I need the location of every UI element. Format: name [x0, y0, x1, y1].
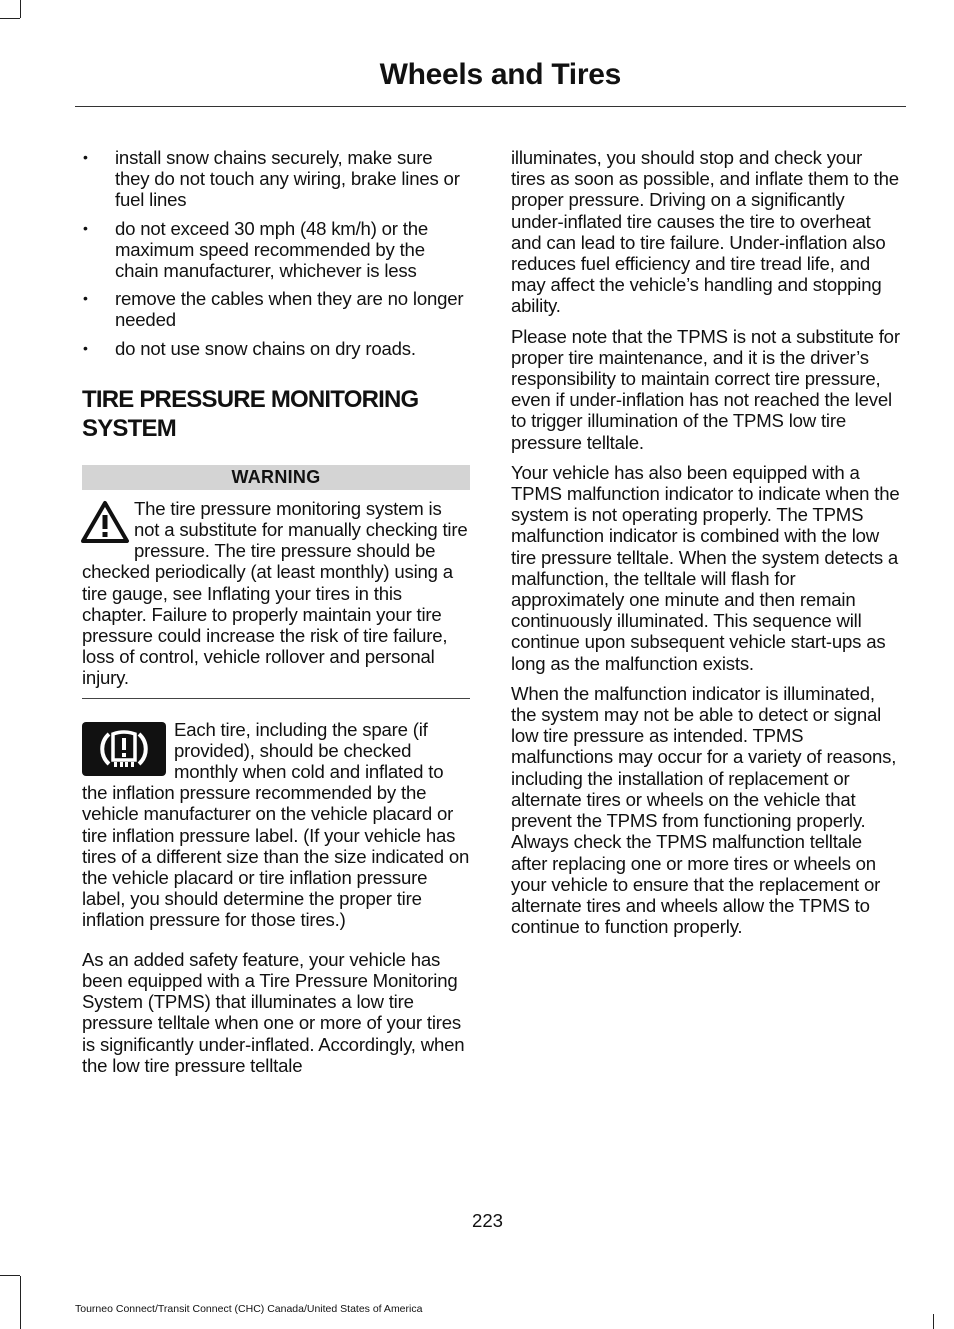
tpms-note-text: Each tire, including the spare (if provided), should be checked monthly when cold and inflated to the inflation pressure recommended by the vehicle manufacturer on the vehicle placard or tire inflation pressure label. (If your vehicle has tires of a different size than the size indicated on the vehicle placard or tire inflation pressure label, you should determine the proper tire inflation pressure for those tires.) — [82, 718, 470, 931]
body-paragraph: As an added safety feature, your vehicle has been equipped with a Tire Pressure Monitoring System (TPMS) that illuminates a low tire pressure telltale when one or more of your tires is significantly under-inflated. Accordingly, when the low tire pressure telltale — [82, 948, 465, 1076]
page-title: Wheels and Tires — [379, 58, 621, 91]
footer-text: Tourneo Connect/Transit Connect (CHC) Canada/United States of America — [75, 1303, 423, 1315]
crop-mark — [20, 1276, 21, 1329]
left-column — [82, 147, 470, 1085]
warning-box — [82, 498, 470, 689]
body-paragraph: Please note that the TPMS is not a substitute for proper tire maintenance, and it is the driver’s responsibility to maintain correct tire pressure, even if under-inflation has not reached the level to trigger illumination of the TPMS low tire pressure telltale. — [511, 325, 900, 453]
section-heading: TIRE PRESSURE MONITORING SYSTEM — [82, 385, 419, 442]
page-number: 223 — [472, 1210, 504, 1231]
crop-mark — [0, 18, 20, 19]
list-item: • do not use snow chains on dry roads. — [82, 338, 470, 359]
crop-mark — [0, 1275, 20, 1276]
warning-label: WARNING — [82, 465, 470, 490]
header-rule — [75, 106, 906, 107]
body-paragraph: illuminates, you should stop and check your tires as soon as possible, and inflate them to the proper pressure. Driving on a significantly under-inflated tire causes the tire to overheat and can lead to tire failure. Under-inflation also reduces fuel efficiency and tire tread life, and may affect the vehicle’s handling and stopping ability. — [511, 147, 899, 317]
list-item: • remove the cables when they are no longer needed — [82, 288, 470, 330]
tpms-telltale-icon — [82, 722, 166, 776]
list-item: • do not exceed 30 mph (48 km/h) or the maximum speed recommended by the chain manufacturer, whichever is less — [82, 218, 470, 282]
warning-triangle-icon — [80, 500, 130, 544]
warning-text: The tire pressure monitoring system is not a substitute for manually checking tire pressure. The tire pressure should be checked periodically (at least monthly) using a tire gauge, see Inflating your tires in this chapter. Failure to properly maintain your tire pressure could increase the risk of tire failure, loss of control, vehicle rollover and personal injury. — [82, 497, 468, 689]
crop-mark — [20, 0, 21, 18]
divider — [82, 698, 470, 699]
body-paragraph: Your vehicle has also been equipped with a TPMS malfunction indicator to indicate when the system is not operating properly. The TPMS malfunction indicator is combined with the low tire pressure telltale. When the system detects a malfunction, the telltale will flash for approximately one minute and then remain continuously illuminated. This sequence will continue upon subsequent vehicle start-ups as long as the malfunction exists. — [511, 461, 900, 674]
body-paragraph: When the malfunction indicator is illuminated, the system may not be able to detect or signal low tire pressure as intended. TPMS malfunctions may occur for a variety of reasons, including the installation of replacement or alternate tires or wheels on the vehicle that prevent the TPMS from functioning properly. Always check the TPMS malfunction telltale after replacing one or more tires or wheels on your vehicle to ensure that the replacement or alternate tires and wheels allow the TPMS to continue to function properly. — [511, 682, 897, 938]
right-column — [511, 147, 901, 946]
crop-mark — [933, 1314, 934, 1329]
snow-chain-list — [82, 147, 470, 359]
list-item: • install snow chains securely, make sure they do not touch any wiring, brake lines or fuel lines — [82, 147, 470, 211]
tpms-note — [82, 719, 470, 931]
